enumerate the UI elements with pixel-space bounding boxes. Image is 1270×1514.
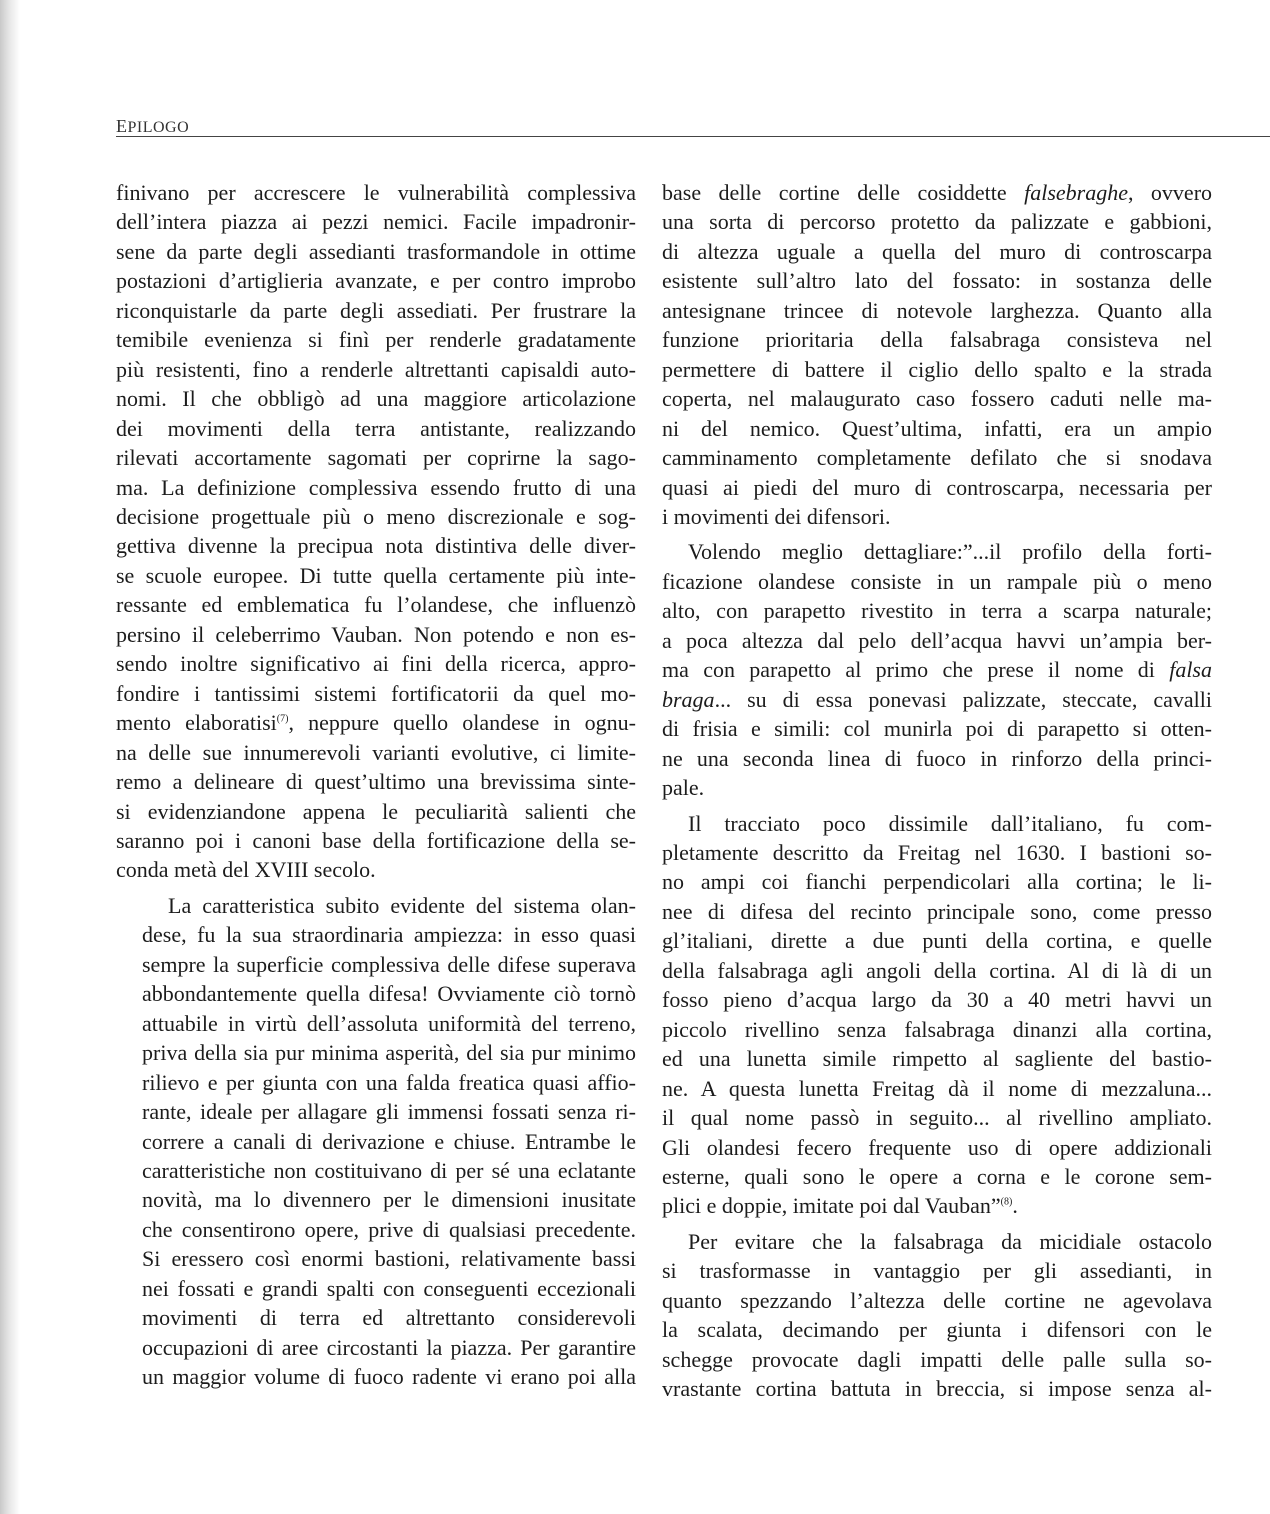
paragraph [662,1227,1212,1404]
text-line: persino il celeberrimo Vauban. Non potendo e non es- [116,621,636,647]
text-line: movimenti di terra ed altrettanto considerevoli [142,1305,636,1331]
text-line: postazioni d’artiglieria avanzate, e per contro improbo [116,268,636,294]
text-line [116,708,636,737]
italic-term: braga [662,686,715,712]
text-line: pale. [662,775,705,801]
paragraph [662,178,1212,531]
text-line: quasi ai piedi del muro di controscarpa, necessaria per [662,474,1212,500]
text-line: dei movimenti della terra antistante, realizzando [116,415,636,441]
text-line: permettere di battere il ciglio dello spalto e la strada [662,356,1212,382]
text-fragment: ma con parapetto al primo che prese il nome di [662,657,1155,683]
text-fragment: plici e doppie, imitate poi dal Vauban” [662,1193,1001,1219]
text-line: alto, con parapetto rivestito in terra a scarpa naturale; [662,598,1212,624]
text-line: no ampi coi fianchi perpendicolari alla cortina; le li- [662,869,1212,895]
text-line: caratteristiche non costituivano di per sé una eclatante [142,1157,636,1183]
text-line: antesignane trincee di notevole larghezza. Quanto alla [662,297,1212,323]
text-line: a poca altezza dal pelo dell’acqua havvi un’ampia ber- [662,627,1212,653]
text-line: i movimenti dei difensori. [662,503,891,529]
text-line: più resistenti, fino a renderle altrettanti capisaldi auto- [116,356,636,382]
text-line: la scalata, decimando per giunta i difensori con le [662,1317,1212,1343]
text-line: correre a canali di derivazione e chiuse. Entrambe le [142,1128,636,1154]
text-line: esistente sull’altro lato del fossato: in sostanza delle [662,268,1212,294]
text-line: gettiva divenne la precipua nota distintiva delle diver- [116,533,636,559]
text-line: fosso pieno d’acqua largo da 30 a 40 metri havvi un [662,987,1212,1013]
text-line: sendo inoltre significativo ai fini della ricerca, appro- [116,651,636,677]
text-line: gl’italiani, dirette a due punti della cortina, e quelle [662,928,1212,954]
text-line: una sorta di percorso protetto da palizzate e gabbioni, [662,209,1212,235]
text-line: decisione progettuale più o meno discrezionale e sog- [116,503,636,529]
text-line: nomi. Il che obbligò ad una maggiore articolazione [116,386,636,412]
text-line [662,655,1212,684]
text-line: pletamente descritto da Freitag nel 1630. I bastioni so- [662,839,1212,865]
text-line: ma. La definizione complessiva essendo frutto di una [116,474,636,500]
text-line: ne. A questa lunetta Freitag dà il nome di mezzaluna... [662,1075,1212,1101]
footnote-ref-7: (7) [276,713,289,725]
text-line: conda metà del XVIII secolo. [116,857,376,883]
text-line: di frisia e simili: col munirla poi di parapetto si otten- [662,716,1212,742]
text-line: riconquistarle da parte degli assediati. Per frustrare la [116,297,636,323]
text-line: La caratteristica subito evidente del sistema olan- [168,892,636,918]
paragraph [662,537,1212,802]
text-line: rilievo e per giunta con una falda freatica quasi affio- [142,1069,636,1095]
text-line: Si eressero così enormi bastioni, relativamente bassi [142,1246,636,1272]
text-line [662,685,1212,714]
text-line: ficazione olandese consiste in un rampale più o meno [662,568,1212,594]
text-line: occupazioni di aree circostanti la piazza. Per garantire [142,1334,636,1360]
text-line: coperta, nel malaugurato caso fossero caduti nelle ma- [662,386,1212,412]
text-line: ne una seconda linea di fuoco in rinforzo della princi- [662,745,1212,771]
text-line: vrastante cortina battuta in breccia, si impose senza al- [662,1376,1212,1402]
text-fragment: mento elaboratisi [116,710,277,736]
page-binding-shadow [0,0,20,1514]
text-line: rante, ideale per allagare gli immensi fossati senza ri- [142,1099,636,1125]
text-line: finivano per accrescere le vulnerabilità complessiva [116,180,636,205]
text-line: Per evitare che la falsabraga da micidiale ostacolo [688,1228,1212,1254]
text-line: sene da parte degli assedianti trasformandole in ottime [116,238,636,264]
text-fragment: ... su di essa ponevasi palizzate, steccate, cavalli [714,686,1212,712]
italic-term: falsebraghe [1024,180,1128,205]
text-line: rilevati accortamente sagomati per coprirne la sago- [116,445,636,471]
footnote-ref-8: (8) [1000,1197,1013,1209]
text-line: si evidenziandone appena le peculiarità salienti che [116,798,636,824]
text-line: esterne, quali sono le opere a corna e le corone sem- [662,1163,1212,1189]
text-line: Il tracciato poco dissimile dall’italiano, fu com- [688,810,1212,836]
text-fragment: , neppure quello olandese in ognu- [288,710,636,736]
text-line: priva della sia pur minima asperità, del sia pur minimo [142,1040,636,1066]
text-line: camminamento completamente defilato che si snodava [662,445,1212,471]
text-line: abbondantemente quella difesa! Ovviamente ciò tornò [142,981,636,1007]
text-line: fondire i tantissimi sistemi fortificatorii da quel mo- [116,680,636,706]
text-line: ed una lunetta simile rimpetto al sagliente del bastio- [662,1046,1212,1072]
text-line: Gli olandesi fecero frequente uso di opere addizionali [662,1134,1212,1160]
header-rule [116,136,1270,137]
text-line: na delle sue innumerevoli varianti evolutive, ci limite- [116,739,636,765]
text-fragment: base delle cortine delle cosiddette [662,180,1007,205]
text-line: remo a delineare di quest’ultimo una brevissima sinte- [116,769,636,795]
text-line: ressante ed emblematica fu l’olandese, che influenzò [116,592,636,618]
running-header-rest: PILOGO [127,119,190,136]
text-line: saranno poi i canoni base della fortificazione della se- [116,827,636,853]
text-line: di altezza uguale a quella del muro di controscarpa [662,238,1212,264]
text-fragment: , ovvero [1127,180,1212,205]
running-header [116,116,189,138]
paragraph [116,178,636,885]
text-line: piccolo rivellino senza falsabraga dinanzi alla cortina, [662,1016,1212,1042]
text-line: si trasformasse in vantaggio per gli assedianti, in [662,1258,1212,1284]
text-line: attuabile in virtù dell’assoluta uniformità del terreno, [142,1010,636,1036]
paragraph [662,809,1212,1221]
text-line: Volendo meglio dettagliare:”...il profilo della forti- [688,539,1212,565]
text-line: novità, ma lo divennero per le dimensioni inusitate [142,1187,636,1213]
text-line: temibile evenienza si finì per renderle gradatamente [116,327,636,353]
text-line: della falsabraga agli angoli della cortina. Al di là di un [662,957,1212,983]
text-line: il qual nome passò in seguito... al rivellino ampliato. [662,1105,1212,1131]
running-header-cap: E [116,116,128,136]
text-fragment: . [1012,1193,1018,1219]
text-line [662,178,1212,207]
text-line: nei fossati e grandi spalti con conseguenti eccezionali [142,1275,636,1301]
text-line: quanto spezzando l’altezza delle cortine ne agevolava [662,1287,1212,1313]
text-line: se scuole europee. Di tutte quella certamente più inte- [116,562,636,588]
text-line: dell’intera piazza ai pezzi nemici. Facile impadronir- [116,209,636,235]
text-line: schegge provocate dagli impatti delle palle sulla so- [662,1346,1212,1372]
text-line: sempre la superficie complessiva delle difese superava [142,951,636,977]
paragraph [116,891,636,1392]
text-line: dese, fu la sua straordinaria ampiezza: in esso quasi [142,922,636,948]
right-column [662,178,1212,1404]
text-line: che consentirono opere, prive di qualsiasi precedente. [142,1216,636,1242]
italic-term: falsa [1169,657,1212,683]
text-line: un maggior volume di fuoco radente vi erano poi alla [142,1364,636,1390]
left-column [116,178,636,1392]
text-line: nee di difesa del recinto principale sono, come presso [662,898,1212,924]
text-line: funzione prioritaria della falsabraga consisteva nel [662,327,1212,353]
text-line [662,1191,1212,1220]
text-line: ni del nemico. Quest’ultima, infatti, era un ampio [662,415,1212,441]
